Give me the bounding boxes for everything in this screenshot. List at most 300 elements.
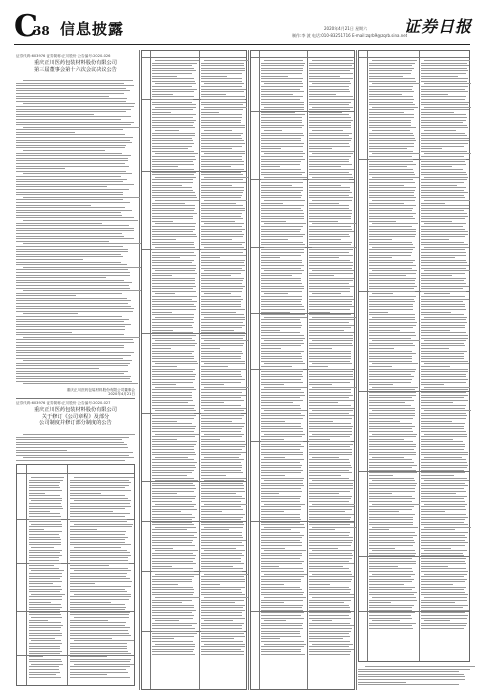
text-line — [309, 478, 349, 479]
text-line — [421, 459, 466, 460]
text-line — [261, 249, 304, 250]
text-line — [369, 351, 412, 352]
text-line — [369, 581, 412, 582]
text-line — [312, 247, 357, 248]
text-line — [152, 623, 197, 624]
text-line — [201, 140, 244, 141]
text-line — [201, 76, 227, 77]
text-line — [23, 127, 140, 128]
text-line — [261, 332, 300, 333]
text-line — [16, 437, 129, 438]
text-line — [261, 524, 304, 525]
text-line — [309, 236, 350, 237]
text-line — [70, 578, 130, 579]
text-line — [70, 563, 129, 564]
text-line — [201, 278, 244, 279]
text-line — [369, 229, 416, 230]
text-line — [261, 312, 290, 313]
text-line — [421, 314, 464, 315]
text-line — [369, 299, 414, 300]
text-line — [70, 651, 128, 652]
header-rule — [14, 44, 470, 45]
text-line — [309, 439, 330, 440]
text-line — [421, 309, 466, 310]
text-line — [309, 426, 353, 427]
text-line — [309, 405, 351, 406]
text-line — [201, 610, 245, 611]
text-line — [152, 104, 196, 105]
text-line — [309, 465, 351, 466]
text-line — [201, 441, 245, 442]
text-line — [70, 630, 128, 631]
text-line — [261, 117, 302, 118]
text-line — [152, 114, 196, 115]
text-line — [261, 493, 279, 494]
text-line — [372, 200, 415, 201]
text-line — [261, 584, 284, 585]
column-2-table — [141, 50, 247, 690]
text-line — [16, 176, 121, 177]
text-line — [421, 164, 466, 165]
text-line — [16, 249, 128, 250]
text-line — [421, 288, 463, 289]
text-line — [372, 387, 419, 388]
text-line — [201, 143, 245, 144]
text-line — [29, 614, 61, 615]
text-line — [369, 185, 404, 186]
text-line — [201, 651, 244, 652]
text-line — [70, 529, 97, 530]
text-line — [152, 76, 177, 77]
text-line — [372, 223, 418, 224]
text-line — [309, 120, 353, 121]
text-line — [421, 413, 466, 414]
text-line — [264, 597, 307, 598]
text-line — [261, 122, 302, 123]
text-line — [201, 275, 231, 276]
text-line — [421, 369, 468, 370]
text-line — [309, 304, 352, 305]
text-line — [155, 620, 179, 621]
text-line — [16, 210, 132, 211]
text-line — [152, 151, 194, 152]
text-line — [309, 190, 350, 191]
text-line — [309, 278, 354, 279]
text-line — [29, 666, 59, 667]
text-line — [369, 278, 416, 279]
text-line — [424, 457, 462, 458]
text-line — [309, 491, 350, 492]
text-line — [204, 597, 248, 598]
text-line — [261, 452, 303, 453]
text-line — [155, 597, 200, 598]
text-line — [309, 286, 354, 287]
text-line — [29, 672, 60, 673]
text-line — [152, 288, 193, 289]
text-line — [16, 238, 134, 239]
text-line — [421, 615, 468, 616]
text-line — [421, 384, 444, 385]
text-line — [372, 340, 420, 341]
text-line — [201, 255, 246, 256]
text-line — [70, 581, 132, 582]
text-line — [261, 517, 300, 518]
text-line — [421, 439, 453, 440]
text-line — [201, 625, 242, 626]
text-line — [201, 182, 246, 183]
text-line — [201, 327, 242, 328]
text-line — [152, 159, 196, 160]
text-line — [421, 519, 465, 520]
text-line — [369, 86, 413, 87]
text-line — [16, 194, 123, 195]
text-line — [201, 392, 242, 393]
text-line — [369, 291, 415, 292]
text-line — [70, 531, 126, 532]
text-line — [201, 491, 245, 492]
text-line — [261, 299, 302, 300]
text-line — [152, 501, 192, 502]
text-line — [152, 216, 193, 217]
text-line — [70, 586, 131, 587]
text-line — [421, 114, 466, 115]
text-line — [261, 283, 302, 284]
text-line — [421, 449, 464, 450]
text-line — [421, 99, 465, 100]
text-line — [372, 620, 400, 621]
text-line — [201, 558, 241, 559]
text-line — [421, 397, 464, 398]
text-line — [309, 96, 353, 97]
text-line — [421, 159, 466, 160]
text-line — [312, 644, 353, 645]
text-line — [261, 203, 283, 204]
text-line — [201, 166, 231, 167]
text-line — [16, 101, 126, 102]
text-line — [261, 446, 304, 447]
text-line — [23, 80, 132, 81]
text-line — [201, 280, 243, 281]
text-line — [261, 301, 301, 302]
text-line — [152, 395, 192, 396]
text-line — [421, 498, 464, 499]
text-line — [16, 90, 130, 91]
text-line — [201, 594, 245, 595]
text-line — [201, 483, 243, 484]
text-line — [261, 522, 300, 523]
text-line — [152, 374, 196, 375]
text-line — [309, 646, 349, 647]
text-line — [152, 172, 196, 173]
text-line — [155, 550, 198, 551]
text-line — [421, 208, 469, 209]
text-line — [261, 592, 304, 593]
text-line — [309, 612, 351, 613]
text-line — [421, 135, 467, 136]
text-line — [369, 221, 396, 222]
text-line — [421, 192, 468, 193]
text-line — [309, 221, 338, 222]
text-line — [152, 94, 173, 95]
text-line — [261, 537, 302, 538]
text-line — [261, 400, 303, 401]
text-line — [261, 509, 301, 510]
text-line — [421, 467, 467, 468]
text-line — [309, 104, 349, 105]
text-line — [261, 488, 301, 489]
text-line — [201, 159, 242, 160]
text-line — [152, 319, 193, 320]
text-line — [369, 159, 413, 160]
text-line — [152, 273, 197, 274]
text-line — [421, 89, 465, 90]
text-line — [421, 428, 464, 429]
text-line — [201, 257, 220, 258]
text-line — [261, 506, 301, 507]
text-line — [152, 301, 197, 302]
text-line — [70, 622, 126, 623]
text-line — [16, 129, 123, 130]
text-line — [152, 631, 196, 632]
text-line — [309, 436, 350, 437]
text-line — [309, 172, 349, 173]
text-line — [421, 166, 452, 167]
text-line — [16, 166, 129, 167]
text-line — [309, 423, 351, 424]
text-line — [369, 529, 389, 530]
text-line — [424, 200, 470, 201]
text-line — [369, 485, 416, 486]
text-line — [369, 195, 414, 196]
text-line — [29, 485, 59, 486]
text-line — [424, 340, 466, 341]
text-line — [152, 213, 197, 214]
text-line — [152, 436, 195, 437]
text-line — [29, 576, 62, 577]
text-line — [29, 557, 59, 558]
text-line — [309, 631, 351, 632]
text-line — [152, 459, 194, 460]
text-line — [309, 314, 351, 315]
text-line — [201, 563, 244, 564]
text-line — [261, 306, 304, 307]
text-line — [421, 109, 469, 110]
text-line — [309, 166, 341, 167]
text-line — [369, 156, 412, 157]
text-line — [31, 500, 62, 501]
text-line — [152, 651, 193, 652]
text-line — [309, 231, 354, 232]
text-line — [23, 313, 78, 314]
text-line — [16, 334, 124, 335]
article2-company: 重庆正川医药包装材料股份有限公司 — [33, 407, 117, 414]
text-line — [421, 102, 469, 103]
text-line — [369, 441, 413, 442]
text-line — [261, 187, 303, 188]
text-line — [23, 290, 141, 291]
text-line — [369, 73, 411, 74]
text-line — [16, 168, 65, 169]
text-line — [152, 65, 192, 66]
text-line — [261, 345, 301, 346]
text-line — [261, 86, 303, 87]
text-line — [421, 623, 467, 624]
text-line — [369, 522, 413, 523]
text-line — [261, 389, 301, 390]
text-line — [309, 299, 354, 300]
text-line — [201, 138, 242, 139]
text-line — [152, 332, 193, 333]
text-line — [369, 501, 412, 502]
text-line — [152, 345, 195, 346]
text-line — [369, 358, 412, 359]
text-line — [369, 94, 402, 95]
text-line — [309, 446, 350, 447]
text-line — [201, 348, 220, 349]
text-line — [201, 519, 241, 520]
text-line — [309, 506, 354, 507]
text-line — [369, 444, 416, 445]
text-line — [152, 449, 194, 450]
text-line — [152, 229, 195, 230]
text-line — [309, 306, 354, 307]
text-line — [261, 571, 304, 572]
text-line — [309, 524, 350, 525]
text-line — [369, 140, 416, 141]
text-line — [372, 83, 420, 84]
text-line — [421, 566, 448, 567]
text-line — [152, 431, 194, 432]
text-line — [264, 340, 304, 341]
text-line — [309, 589, 351, 590]
text-line — [369, 610, 412, 611]
text-line — [16, 300, 131, 301]
text-line — [201, 509, 243, 510]
text-line — [201, 114, 242, 115]
text-line — [421, 470, 464, 471]
text-line — [201, 418, 242, 419]
text-line — [261, 151, 303, 152]
text-line — [152, 618, 193, 619]
text-line — [309, 268, 352, 269]
text-line — [23, 383, 137, 384]
text-line — [201, 511, 222, 512]
text-line — [70, 638, 112, 639]
text-line — [201, 265, 245, 266]
text-line — [201, 371, 241, 372]
text-line — [152, 343, 197, 344]
text-line — [152, 428, 195, 429]
text-line — [201, 542, 242, 543]
text-line — [152, 286, 196, 287]
text-line — [70, 482, 131, 483]
text-line — [16, 212, 121, 213]
text-line — [201, 452, 246, 453]
text-line — [309, 529, 335, 530]
text-line — [152, 524, 194, 525]
text-line — [70, 643, 127, 644]
text-line — [152, 421, 177, 422]
text-line — [152, 78, 194, 79]
text-line — [424, 574, 467, 575]
text-line — [261, 467, 301, 468]
text-line — [201, 459, 244, 460]
text-line — [152, 566, 172, 567]
text-line — [16, 439, 122, 440]
text-line — [309, 249, 353, 250]
text-line — [312, 527, 356, 528]
text-line — [309, 459, 349, 460]
text-line — [261, 628, 303, 629]
text-line — [152, 444, 196, 445]
text-line — [309, 496, 352, 497]
text-line — [261, 127, 302, 128]
text-line — [369, 483, 417, 484]
text-line — [261, 268, 301, 269]
text-line — [29, 552, 60, 553]
text-line — [309, 203, 339, 204]
text-line — [369, 491, 415, 492]
text-line — [16, 109, 131, 110]
text-line — [201, 338, 243, 339]
text-line — [309, 325, 354, 326]
text-line — [16, 306, 131, 307]
text-line — [369, 127, 416, 128]
section-title: 信息披露 — [60, 20, 125, 38]
text-line — [201, 195, 242, 196]
text-line — [421, 618, 467, 619]
text-line — [70, 674, 107, 675]
text-line — [201, 584, 220, 585]
text-line — [264, 644, 307, 645]
text-line — [369, 114, 414, 115]
text-line — [421, 493, 456, 494]
text-line — [29, 586, 61, 587]
text-line — [201, 301, 241, 302]
text-line — [312, 293, 342, 294]
text-line — [201, 239, 232, 240]
text-line — [421, 182, 464, 183]
text-line — [152, 351, 194, 352]
text-line — [152, 210, 194, 211]
text-line — [309, 587, 349, 588]
text-line — [421, 244, 468, 245]
text-line — [152, 226, 195, 227]
text-line — [424, 177, 469, 178]
text-line — [201, 353, 243, 354]
text-line — [261, 242, 303, 243]
text-line — [16, 217, 134, 218]
text-line — [421, 376, 466, 377]
text-line — [261, 133, 303, 134]
text-line — [369, 397, 412, 398]
text-line — [369, 415, 415, 416]
text-line — [309, 91, 350, 92]
text-line — [309, 369, 352, 370]
text-line — [29, 591, 60, 592]
text-line — [309, 485, 353, 486]
text-line — [309, 332, 354, 333]
text-line — [309, 449, 352, 450]
text-line — [29, 516, 61, 517]
text-line — [421, 351, 467, 352]
text-line — [421, 218, 465, 219]
text-line — [201, 589, 241, 590]
text-line — [152, 402, 188, 403]
text-line — [369, 353, 416, 354]
text-line — [369, 607, 412, 608]
text-line — [261, 485, 304, 486]
